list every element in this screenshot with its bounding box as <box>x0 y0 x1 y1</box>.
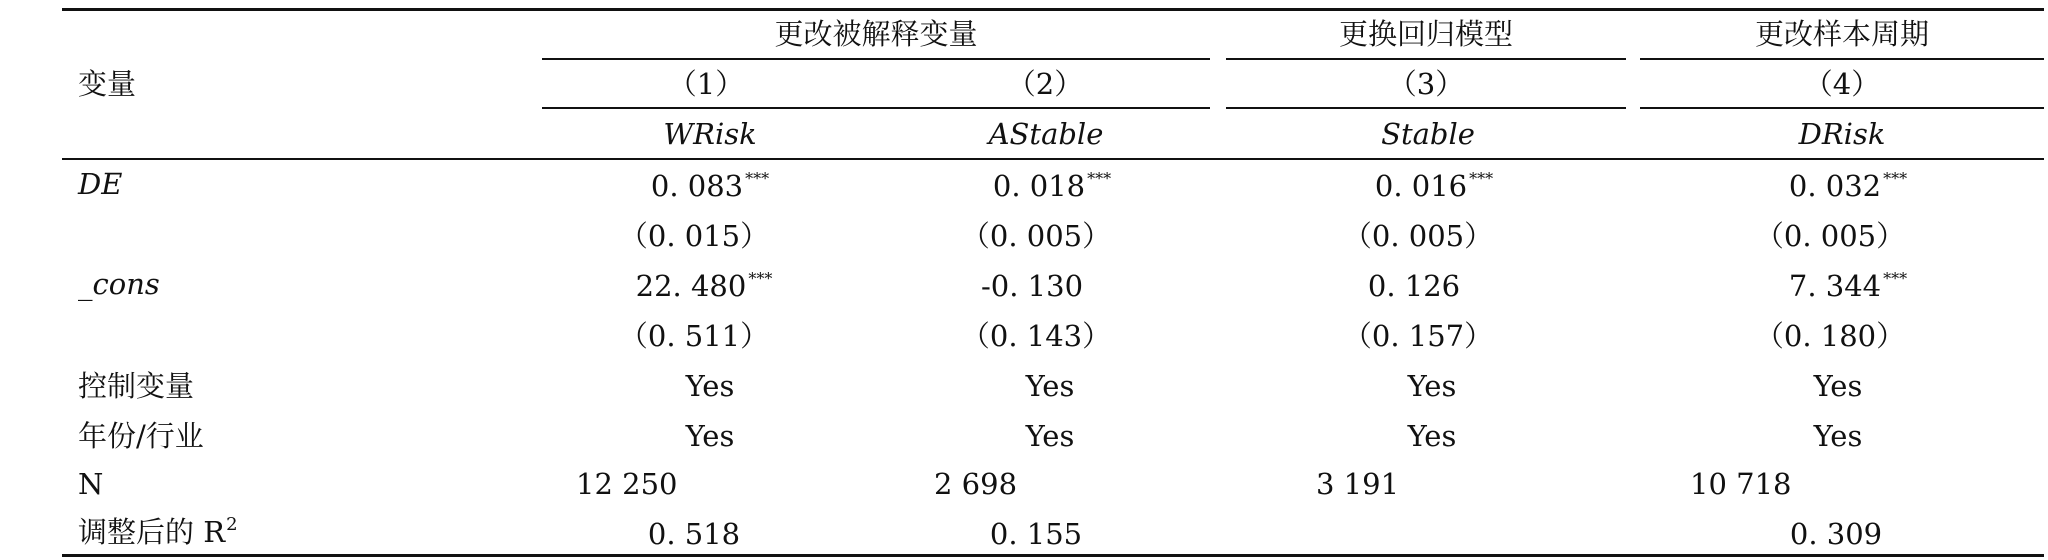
indicator-cell: Yes <box>1025 369 1075 403</box>
indicator-cell: Yes <box>1813 369 1863 403</box>
indicator-cell: Yes <box>1407 369 1457 403</box>
column-number: （3） <box>1387 67 1465 101</box>
indicator-cell: Yes <box>685 369 735 403</box>
col-rule-2 <box>1226 107 1626 109</box>
observations-cell: 12 250 <box>576 467 678 501</box>
bottom-rule <box>62 554 2044 557</box>
observations-cell: 2 698 <box>934 467 1018 501</box>
dependent-variable: Stable <box>1381 117 1475 151</box>
row-label: 调整后的 $R^2$ <box>78 514 238 549</box>
standard-error-cell: （0. 143） <box>960 319 1112 353</box>
coefficient-cell: 22. 480 *** <box>635 269 773 303</box>
dependent-variable: WRisk <box>663 117 757 151</box>
observations-cell: 10 718 <box>1690 467 1792 501</box>
r-squared-cell: 0. 309 <box>1789 517 1883 551</box>
indicator-cell: Yes <box>1025 419 1075 453</box>
top-rule <box>62 8 2044 11</box>
group-rule-3 <box>1640 58 2044 60</box>
group-rule-1 <box>542 58 1210 60</box>
row-label: 年份/行业 <box>78 419 204 453</box>
indicator-cell: Yes <box>1813 419 1863 453</box>
coefficient-cell: 0. 032 *** <box>1788 169 1908 203</box>
indicator-cell: Yes <box>685 419 735 453</box>
standard-error-cell: （0. 005） <box>1342 219 1494 253</box>
header-rule <box>62 158 2044 160</box>
coefficient-cell: 7. 344 *** <box>1788 269 1908 303</box>
column-number: （4） <box>1803 67 1881 101</box>
standard-error-cell: （0. 511） <box>618 319 770 353</box>
standard-error-cell: （0. 180） <box>1754 319 1906 353</box>
row-label: _cons <box>78 267 160 301</box>
r-squared-cell: 0. 155 <box>989 517 1083 551</box>
coefficient-cell: 0. 126 <box>1367 269 1461 303</box>
standard-error-cell: （0. 005） <box>1754 219 1906 253</box>
coefficient-cell: 0. 018 *** <box>992 169 1112 203</box>
group-header: 更改样本周期 <box>1754 17 1930 51</box>
coefficient-cell: 0. 083 *** <box>650 169 770 203</box>
row-label: N <box>78 467 104 501</box>
dependent-variable: DRisk <box>1798 117 1886 151</box>
column-number: （1） <box>667 67 745 101</box>
standard-error-cell: （0. 015） <box>618 219 770 253</box>
row-label: 控制变量 <box>78 369 195 403</box>
standard-error-cell: （0. 157） <box>1342 319 1494 353</box>
row-label: DE <box>78 167 123 201</box>
coefficient-cell: 0. 016 *** <box>1374 169 1494 203</box>
group-header: 更改被解释变量 <box>774 17 978 51</box>
group-header: 更换回归模型 <box>1338 17 1514 51</box>
variable-header: 变量 <box>78 67 137 101</box>
col-rule-1 <box>542 107 1210 109</box>
observations-cell: 3 191 <box>1316 467 1400 501</box>
dependent-variable: AStable <box>988 117 1104 151</box>
r-squared-cell: 0. 518 <box>647 517 741 551</box>
coefficient-cell: -0. 130 <box>980 269 1084 303</box>
indicator-cell: Yes <box>1407 419 1457 453</box>
column-number: （2） <box>1006 67 1084 101</box>
group-rule-2 <box>1226 58 1626 60</box>
standard-error-cell: （0. 005） <box>960 219 1112 253</box>
col-rule-3 <box>1640 107 2044 109</box>
